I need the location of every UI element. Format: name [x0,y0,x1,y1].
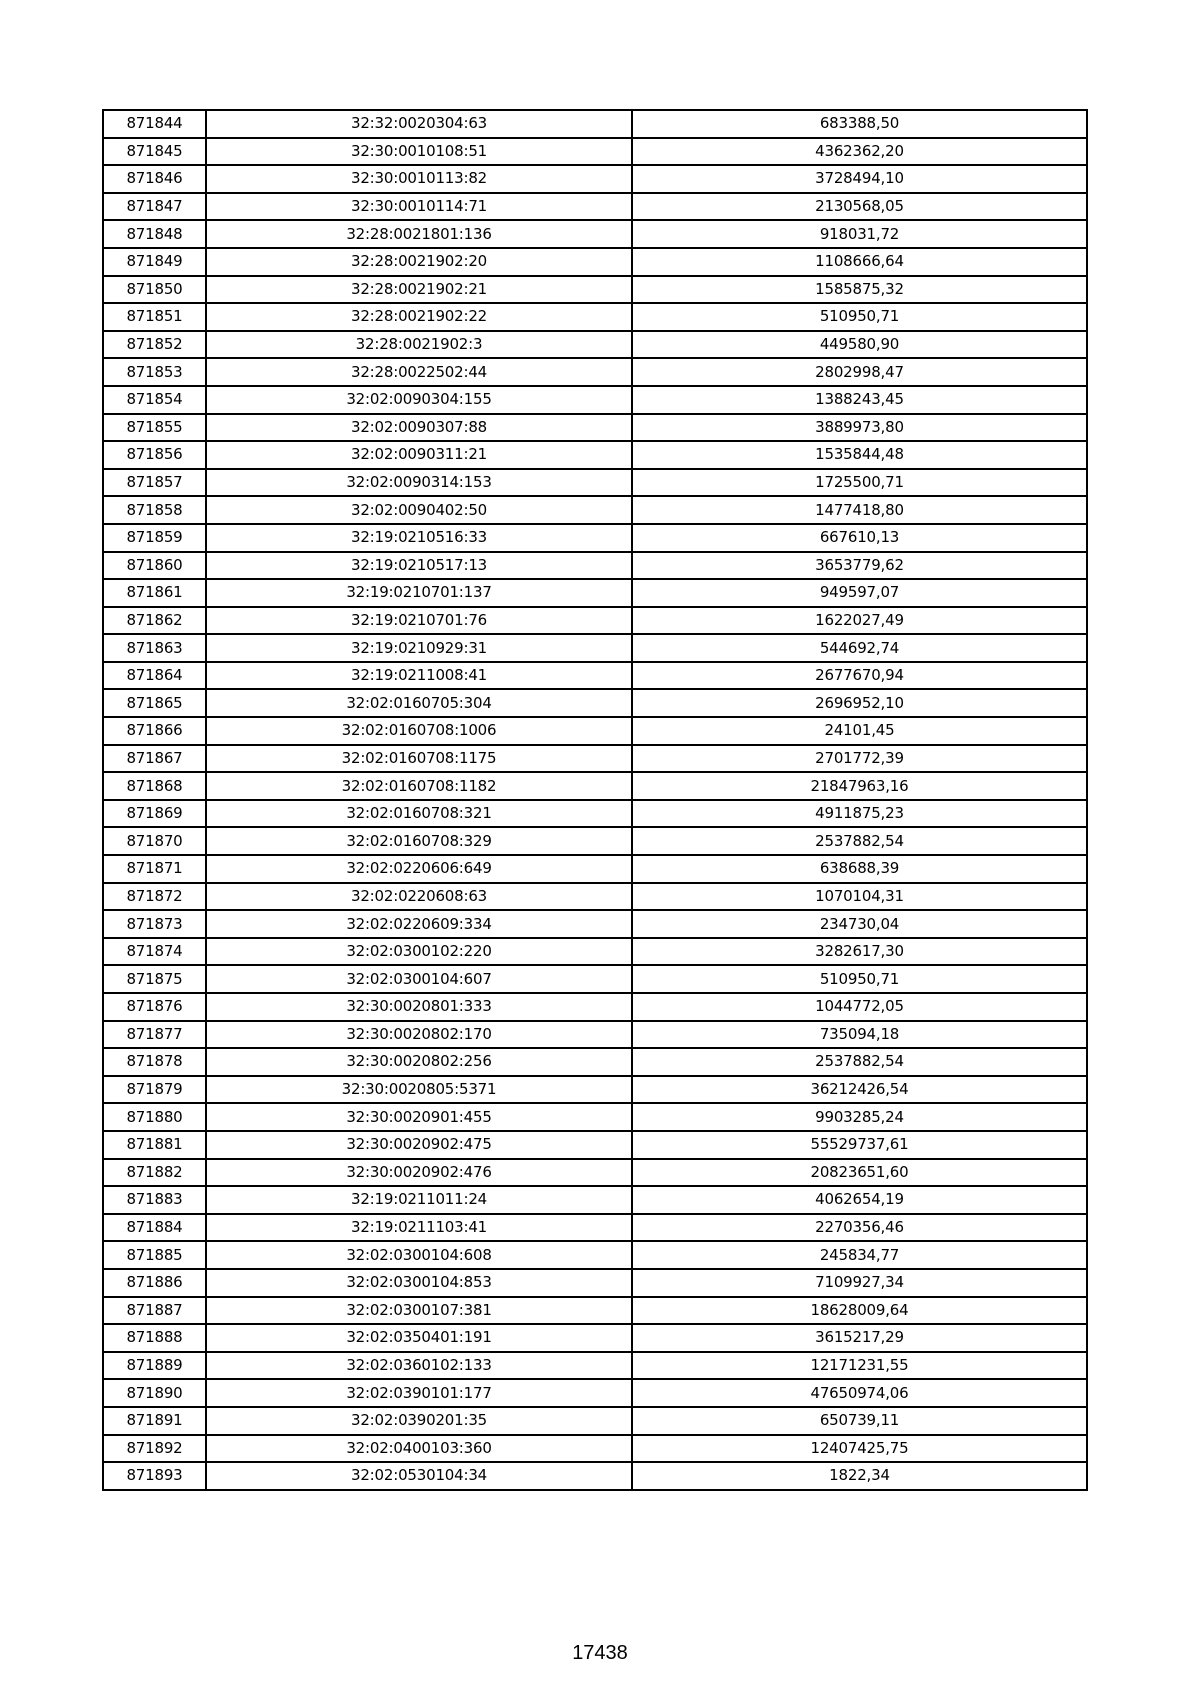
table-row [103,607,1087,635]
table-row [103,414,1087,442]
cadastral-value-cell: 949597,07 [632,579,1087,607]
row-number-cell: 871872 [103,883,206,911]
cadastral-number-cell: 32:32:0020304:63 [206,110,632,138]
cadastral-number-cell: 32:02:0530104:34 [206,1462,632,1490]
row-number-cell: 871855 [103,414,206,442]
table-row [103,883,1087,911]
row-number-cell: 871848 [103,220,206,248]
cadastral-value-cell: 2537882,54 [632,1048,1087,1076]
row-number-cell: 871870 [103,827,206,855]
cadastral-value-cell: 2701772,39 [632,745,1087,773]
cadastral-value-cell: 1108666,64 [632,248,1087,276]
table-row [103,745,1087,773]
cadastral-number-cell: 32:02:0090311:21 [206,441,632,469]
row-number-cell: 871876 [103,993,206,1021]
cadastral-value-cell: 245834,77 [632,1241,1087,1269]
cadastral-value-cell: 1585875,32 [632,276,1087,304]
cadastral-value-cell: 3889973,80 [632,414,1087,442]
cadastral-number-cell: 32:30:0020802:256 [206,1048,632,1076]
cadastral-value-cell: 1822,34 [632,1462,1087,1490]
cadastral-number-cell: 32:02:0160708:321 [206,800,632,828]
row-number-cell: 871871 [103,855,206,883]
cadastral-value-cell: 21847963,16 [632,772,1087,800]
cadastral-number-cell: 32:28:0022502:44 [206,358,632,386]
table-row [103,1352,1087,1380]
cadastral-value-cell: 24101,45 [632,717,1087,745]
cadastral-value-cell: 683388,50 [632,110,1087,138]
table-row [103,165,1087,193]
table-row [103,662,1087,690]
table-row [103,910,1087,938]
row-number-cell: 871847 [103,193,206,221]
cadastral-value-cell: 2537882,54 [632,827,1087,855]
row-number-cell: 871880 [103,1103,206,1131]
cadastral-value-cell: 4362362,20 [632,138,1087,166]
table-row [103,579,1087,607]
row-number-cell: 871857 [103,469,206,497]
cadastral-number-cell: 32:30:0010108:51 [206,138,632,166]
cadastral-value-cell: 18628009,64 [632,1297,1087,1325]
cadastral-number-cell: 32:28:0021902:21 [206,276,632,304]
row-number-cell: 871863 [103,634,206,662]
cadastral-number-cell: 32:02:0160708:1006 [206,717,632,745]
cadastral-number-cell: 32:28:0021902:20 [206,248,632,276]
cadastral-value-cell: 3653779,62 [632,552,1087,580]
row-number-cell: 871862 [103,607,206,635]
table-row [103,965,1087,993]
cadastral-value-cell: 2130568,05 [632,193,1087,221]
cadastral-value-cell: 1044772,05 [632,993,1087,1021]
table-row [103,276,1087,304]
table-row [103,855,1087,883]
cadastral-value-cell: 667610,13 [632,524,1087,552]
row-number-cell: 871877 [103,1021,206,1049]
cadastral-number-cell: 32:02:0300104:608 [206,1241,632,1269]
table-row [103,772,1087,800]
cadastral-value-cell: 544692,74 [632,634,1087,662]
row-number-cell: 871859 [103,524,206,552]
row-number-cell: 871866 [103,717,206,745]
cadastral-value-cell: 3282617,30 [632,938,1087,966]
row-number-cell: 871888 [103,1324,206,1352]
table-body [103,110,1087,1490]
cadastral-value-cell: 4062654,19 [632,1186,1087,1214]
row-number-cell: 871851 [103,303,206,331]
cadastral-value-cell: 1388243,45 [632,386,1087,414]
cadastral-value-cell: 47650974,06 [632,1379,1087,1407]
row-number-cell: 871854 [103,386,206,414]
table-row [103,1462,1087,1490]
cadastral-number-cell: 32:02:0090307:88 [206,414,632,442]
row-number-cell: 871869 [103,800,206,828]
cadastral-value-cell: 2270356,46 [632,1214,1087,1242]
cadastral-value-cell: 735094,18 [632,1021,1087,1049]
cadastral-value-cell: 2696952,10 [632,689,1087,717]
table-row [103,524,1087,552]
table-row [103,220,1087,248]
cadastral-number-cell: 32:28:0021902:22 [206,303,632,331]
table-row [103,1214,1087,1242]
cadastral-value-cell: 20823651,60 [632,1159,1087,1187]
cadastral-number-cell: 32:30:0010114:71 [206,193,632,221]
table-row [103,248,1087,276]
cadastral-number-cell: 32:02:0390101:177 [206,1379,632,1407]
cadastral-number-cell: 32:02:0160708:329 [206,827,632,855]
cadastral-value-cell: 510950,71 [632,965,1087,993]
row-number-cell: 871852 [103,331,206,359]
table-row [103,1435,1087,1463]
table-row [103,496,1087,524]
row-number-cell: 871887 [103,1297,206,1325]
cadastral-number-cell: 32:19:0210929:31 [206,634,632,662]
row-number-cell: 871885 [103,1241,206,1269]
row-number-cell: 871860 [103,552,206,580]
row-number-cell: 871874 [103,938,206,966]
row-number-cell: 871882 [103,1159,206,1187]
table-row [103,358,1087,386]
row-number-cell: 871884 [103,1214,206,1242]
cadastral-number-cell: 32:30:0020805:5371 [206,1076,632,1104]
row-number-cell: 871850 [103,276,206,304]
cadastral-number-cell: 32:19:0210517:13 [206,552,632,580]
cadastral-value-table [102,109,1088,1491]
cadastral-number-cell: 32:02:0390201:35 [206,1407,632,1435]
cadastral-number-cell: 32:19:0210516:33 [206,524,632,552]
cadastral-number-cell: 32:30:0010113:82 [206,165,632,193]
row-number-cell: 871878 [103,1048,206,1076]
row-number-cell: 871879 [103,1076,206,1104]
cadastral-number-cell: 32:02:0360102:133 [206,1352,632,1380]
cadastral-value-cell: 55529737,61 [632,1131,1087,1159]
table-row [103,634,1087,662]
row-number-cell: 871886 [103,1269,206,1297]
cadastral-number-cell: 32:02:0090402:50 [206,496,632,524]
row-number-cell: 871881 [103,1131,206,1159]
cadastral-value-cell: 12171231,55 [632,1352,1087,1380]
table-row [103,1297,1087,1325]
cadastral-value-cell: 1477418,80 [632,496,1087,524]
cadastral-number-cell: 32:02:0160705:304 [206,689,632,717]
cadastral-value-cell: 7109927,34 [632,1269,1087,1297]
cadastral-value-cell: 918031,72 [632,220,1087,248]
table-row [103,1324,1087,1352]
cadastral-number-cell: 32:02:0400103:360 [206,1435,632,1463]
table-row [103,717,1087,745]
table-row [103,1186,1087,1214]
cadastral-value-cell: 1622027,49 [632,607,1087,635]
row-number-cell: 871889 [103,1352,206,1380]
cadastral-number-cell: 32:30:0020801:333 [206,993,632,1021]
cadastral-number-cell: 32:02:0300104:853 [206,1269,632,1297]
row-number-cell: 871883 [103,1186,206,1214]
row-number-cell: 871853 [103,358,206,386]
cadastral-value-cell: 3728494,10 [632,165,1087,193]
cadastral-number-cell: 32:02:0220608:63 [206,883,632,911]
table-row [103,138,1087,166]
row-number-cell: 871844 [103,110,206,138]
cadastral-number-cell: 32:30:0020802:170 [206,1021,632,1049]
table-row [103,1379,1087,1407]
row-number-cell: 871845 [103,138,206,166]
row-number-cell: 871867 [103,745,206,773]
row-number-cell: 871846 [103,165,206,193]
cadastral-value-cell: 638688,39 [632,855,1087,883]
table-row [103,110,1087,138]
cadastral-number-cell: 32:02:0090304:155 [206,386,632,414]
table-row [103,1159,1087,1187]
page-number: 17438 [572,1642,628,1664]
row-number-cell: 871891 [103,1407,206,1435]
cadastral-number-cell: 32:30:0020901:455 [206,1103,632,1131]
row-number-cell: 871856 [103,441,206,469]
row-number-cell: 871849 [103,248,206,276]
cadastral-number-cell: 32:28:0021902:3 [206,331,632,359]
cadastral-number-cell: 32:02:0220606:649 [206,855,632,883]
table-row [103,827,1087,855]
table-row [103,1021,1087,1049]
cadastral-number-cell: 32:19:0211008:41 [206,662,632,690]
table-row [103,1241,1087,1269]
cadastral-value-cell: 36212426,54 [632,1076,1087,1104]
cadastral-number-cell: 32:02:0090314:153 [206,469,632,497]
row-number-cell: 871865 [103,689,206,717]
table-row [103,1407,1087,1435]
row-number-cell: 871892 [103,1435,206,1463]
cadastral-number-cell: 32:28:0021801:136 [206,220,632,248]
cadastral-value-cell: 449580,90 [632,331,1087,359]
cadastral-number-cell: 32:02:0220609:334 [206,910,632,938]
cadastral-value-cell: 12407425,75 [632,1435,1087,1463]
cadastral-number-cell: 32:19:0211103:41 [206,1214,632,1242]
cadastral-number-cell: 32:19:0210701:137 [206,579,632,607]
table-row [103,552,1087,580]
cadastral-number-cell: 32:30:0020902:475 [206,1131,632,1159]
cadastral-number-cell: 32:30:0020902:476 [206,1159,632,1187]
table-row [103,331,1087,359]
row-number-cell: 871890 [103,1379,206,1407]
table-row [103,938,1087,966]
table-row [103,469,1087,497]
cadastral-value-cell: 1535844,48 [632,441,1087,469]
cadastral-value-cell: 510950,71 [632,303,1087,331]
cadastral-value-cell: 650739,11 [632,1407,1087,1435]
table-row [103,386,1087,414]
row-number-cell: 871873 [103,910,206,938]
cadastral-value-cell: 4911875,23 [632,800,1087,828]
table-row [103,1131,1087,1159]
table-row [103,441,1087,469]
cadastral-value-cell: 1070104,31 [632,883,1087,911]
table-row [103,193,1087,221]
row-number-cell: 871893 [103,1462,206,1490]
cadastral-number-cell: 32:02:0350401:191 [206,1324,632,1352]
cadastral-value-cell: 2802998,47 [632,358,1087,386]
table-row [103,689,1087,717]
row-number-cell: 871861 [103,579,206,607]
row-number-cell: 871875 [103,965,206,993]
cadastral-value-cell: 3615217,29 [632,1324,1087,1352]
table-row [103,800,1087,828]
cadastral-number-cell: 32:19:0210701:76 [206,607,632,635]
table-row [103,1048,1087,1076]
table-row [103,993,1087,1021]
cadastral-number-cell: 32:02:0300107:381 [206,1297,632,1325]
row-number-cell: 871868 [103,772,206,800]
table-row [103,1076,1087,1104]
row-number-cell: 871858 [103,496,206,524]
cadastral-value-cell: 1725500,71 [632,469,1087,497]
table-row [103,1103,1087,1131]
row-number-cell: 871864 [103,662,206,690]
cadastral-number-cell: 32:19:0211011:24 [206,1186,632,1214]
cadastral-number-cell: 32:02:0160708:1175 [206,745,632,773]
cadastral-value-cell: 234730,04 [632,910,1087,938]
cadastral-number-cell: 32:02:0300102:220 [206,938,632,966]
table-row [103,303,1087,331]
cadastral-value-cell: 2677670,94 [632,662,1087,690]
cadastral-number-cell: 32:02:0160708:1182 [206,772,632,800]
table-row [103,1269,1087,1297]
cadastral-value-cell: 9903285,24 [632,1103,1087,1131]
cadastral-number-cell: 32:02:0300104:607 [206,965,632,993]
